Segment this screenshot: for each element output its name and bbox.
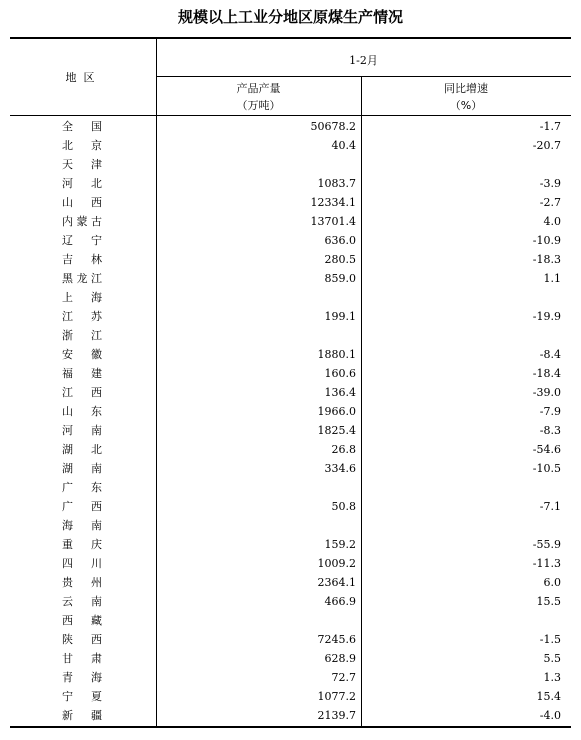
region-char: 河 [62,177,73,190]
region-name [62,478,102,497]
region-name [62,668,102,687]
growth-value: -10.5 [532,462,561,475]
region-char: 疆 [91,709,102,722]
growth-value: -1.5 [539,633,561,646]
output-value: 50678.2 [310,120,356,133]
output-value: 466.9 [324,595,356,608]
growth-value: -54.6 [532,443,561,456]
output-value: 136.4 [324,386,356,399]
region-char: 四 [62,557,73,570]
region-char: 建 [91,367,102,380]
output-value: 1009.2 [317,557,356,570]
region-name [62,535,102,554]
region-char: 国 [91,120,102,133]
region-name [62,326,102,345]
region-char: 山 [62,196,73,209]
region-char: 新 [62,709,73,722]
region-char: 浙 [62,329,73,342]
output-value: 50.8 [331,500,356,513]
output-value: 13701.4 [310,215,356,228]
output-value: 334.6 [324,462,356,475]
growth-value: -1.7 [539,120,561,133]
header-rule [10,115,571,116]
region-char: 贵 [62,576,73,589]
output-value: 1966.0 [317,405,356,418]
top-rule [10,37,571,39]
region-char: 上 [62,291,73,304]
region-char: 海 [62,519,73,532]
growth-value: -20.7 [532,139,561,152]
region-name [62,440,102,459]
growth-value: -3.9 [539,177,561,190]
region-name [62,231,102,250]
region-char: 全 [62,120,73,133]
region-name [62,117,102,136]
region-char: 夏 [91,690,102,703]
output-value: 636.0 [324,234,356,247]
region-name [62,497,102,516]
region-char: 京 [91,139,102,152]
output-header: 产品产量 [236,82,281,95]
output-value: 2139.7 [317,709,356,722]
growth-value: 15.4 [536,690,561,703]
region-name [62,573,102,592]
region-name [62,364,102,383]
region-name [62,307,102,326]
growth-value: -8.4 [539,348,561,361]
region-char: 苏 [91,310,102,323]
region-name [62,288,102,307]
region-name [62,706,102,725]
region-char: 林 [91,253,102,266]
region-name [62,592,102,611]
region-char: 徽 [91,348,102,361]
growth-value: 15.5 [536,595,561,608]
region-char: 海 [91,671,102,684]
period-header: 1-2月 [349,54,378,67]
region-name [62,687,102,706]
output-value: 280.5 [324,253,356,266]
output-value: 199.1 [324,310,356,323]
table-title: 规模以上工业分地区原煤生产情况 [177,8,403,26]
output-value: 12334.1 [310,196,356,209]
region-name [62,345,102,364]
region-name [62,402,102,421]
region-char: 肃 [91,652,102,665]
region-column-header: 地 区 [65,71,95,84]
region-char: 海 [91,291,102,304]
region-name [62,516,102,535]
growth-header: 同比增速 [444,82,488,95]
region-char: 北 [91,443,102,456]
region-char: 东 [91,481,102,494]
region-char: 藏 [91,614,102,627]
region-char: 福 [62,367,73,380]
region-char: 河 [62,424,73,437]
growth-value: 1.3 [543,671,561,684]
region-char: 陕 [62,633,73,646]
growth-value: -39.0 [532,386,561,399]
region-char: 东 [91,405,102,418]
region-char: 南 [91,595,102,608]
region-name [62,554,102,573]
output-value: 1077.2 [317,690,356,703]
region-char: 吉 [62,253,73,266]
growth-value: -18.4 [532,367,561,380]
region-char: 西 [62,614,73,627]
region-char: 重 [62,538,73,551]
region-char: 辽 [62,234,73,247]
growth-value: 4.0 [543,215,561,228]
region-char: 西 [91,196,102,209]
region-char: 安 [62,348,73,361]
region-char: 北 [62,139,73,152]
region-char: 甘 [62,652,73,665]
region-char: 江 [62,386,73,399]
growth-value: -2.7 [539,196,561,209]
region-char: 青 [62,671,73,684]
region-name [62,155,102,174]
region-char: 广 [62,500,73,513]
region-char: 西 [91,633,102,646]
bottom-rule [10,726,571,728]
growth-value: 5.5 [543,652,561,665]
growth-value: -7.1 [539,500,561,513]
period-rule [156,76,571,77]
region-name [62,421,102,440]
region-char: 西 [91,386,102,399]
output-value: 859.0 [324,272,356,285]
growth-value: -4.0 [539,709,561,722]
output-unit: （万吨） [236,99,281,112]
region-char: 南 [91,424,102,437]
region-char: 州 [91,576,102,589]
output-value: 40.4 [331,139,356,152]
growth-value: -18.3 [532,253,561,266]
growth-value: -11.3 [532,557,561,570]
growth-value: -8.3 [539,424,561,437]
growth-value: 6.0 [543,576,561,589]
growth-value: -7.9 [539,405,561,418]
output-value: 628.9 [324,652,356,665]
region-name: 黑龙江 [62,272,102,285]
region-char: 庆 [91,538,102,551]
output-value: 1880.1 [317,348,356,361]
region-char: 广 [62,481,73,494]
output-value: 26.8 [331,443,356,456]
output-value: 159.2 [324,538,356,551]
region-char: 湖 [62,443,73,456]
region-name [62,250,102,269]
growth-value: -19.9 [532,310,561,323]
region-char: 湖 [62,462,73,475]
region-char: 北 [91,177,102,190]
region-name [62,649,102,668]
region-name [62,174,102,193]
region-char: 山 [62,405,73,418]
output-value: 160.6 [324,367,356,380]
region-char: 宁 [62,690,73,703]
region-char: 云 [62,595,73,608]
region-name [62,383,102,402]
region-name [62,459,102,478]
region-char: 宁 [91,234,102,247]
region-char: 南 [91,462,102,475]
region-char: 天 [62,158,73,171]
output-value: 72.7 [331,671,356,684]
region-name [62,136,102,155]
region-char: 西 [91,500,102,513]
growth-value: 1.1 [543,272,561,285]
output-value: 1825.4 [317,424,356,437]
growth-value: -10.9 [532,234,561,247]
region-char: 津 [91,158,102,171]
output-value: 7245.6 [317,633,356,646]
region-char: 川 [91,557,102,570]
output-value: 1083.7 [317,177,356,190]
growth-unit: （%） [449,99,483,112]
region-char: 南 [91,519,102,532]
growth-value: -55.9 [532,538,561,551]
region-name [62,630,102,649]
region-name [62,611,102,630]
region-char: 江 [91,329,102,342]
output-value: 2364.1 [317,576,356,589]
region-name [62,193,102,212]
region-char: 江 [62,310,73,323]
region-name: 内蒙古 [62,215,102,228]
